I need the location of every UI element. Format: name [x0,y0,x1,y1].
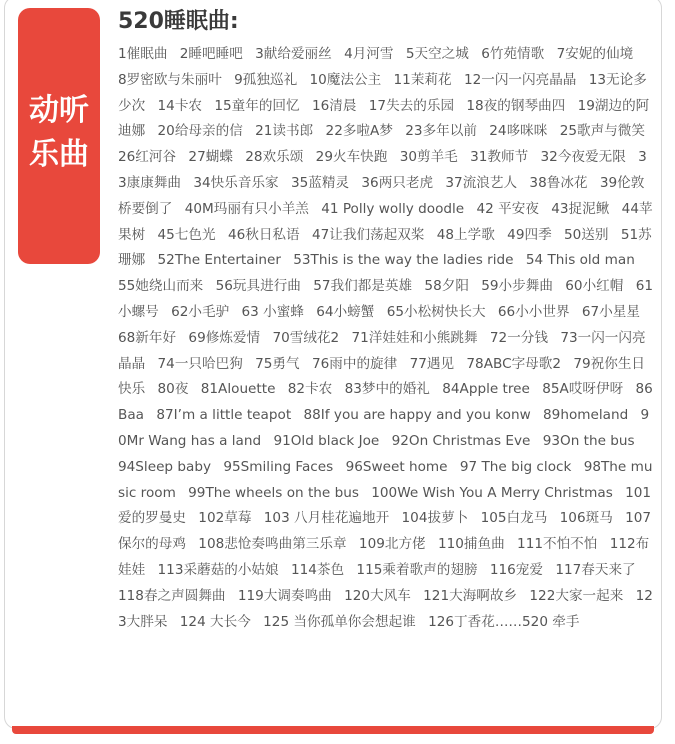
song-item: 109北方佬 [358,536,426,553]
song-item: 35蓝精灵 [290,174,350,191]
song-item: 34快乐音乐家 [193,174,279,191]
song-item: 76雨中的旋律 [311,355,398,372]
song-item: 126丁香花……520 牵手 [428,613,580,630]
song-item: 123大胖呆 [118,587,653,630]
song-item: 104拔萝卜 [401,510,469,527]
song-item: 70雪绒花2 [272,329,340,346]
song-item: 87I’m a little teapot [156,407,292,424]
song-item: 112布娃娃 [118,536,650,578]
song-item: 81Alouette [200,381,276,398]
song-item: 63 小蜜蜂 [241,303,304,320]
song-item: 13无论多少次 [118,71,647,114]
song-item: 77遇见 [409,355,455,372]
song-item: 46秋日私语 [227,226,300,243]
song-item: 85A哎呀伊呀 [542,381,624,398]
song-item: 99The wheels on the bus [188,484,359,501]
song-item: 15童年的回忆 [214,97,300,114]
song-item: 20给母亲的信 [157,123,243,140]
song-item: 114茶色 [290,561,345,578]
song-item: 88If you are happy and you konw [303,407,531,424]
song-item: 17失去的乐园 [368,97,455,114]
song-item: 22多啦A梦 [325,123,393,140]
song-item: 67小星星 [581,303,640,320]
song-item: 51苏珊娜 [118,226,652,269]
song-item: 41 Polly wolly doodle [321,200,465,217]
song-item: 72一分钱 [489,329,548,346]
song-item: 117春天来了 [555,561,636,578]
song-item: 12一闪一闪亮晶晶 [463,71,577,88]
song-item: 82卡农 [287,381,333,398]
song-item: 23多年以前 [405,123,477,140]
song-item: 58夕阳 [424,278,469,295]
song-item: 110捕鱼曲 [437,536,505,553]
song-item: 8罗密欧与朱丽叶 [118,71,222,88]
song-item: 48上学歌 [436,226,495,243]
song-item: 16清晨 [311,97,357,114]
song-item: 60小红帽 [565,278,624,295]
song-item: 36两只老虎 [361,174,434,191]
song-item: 28欢乐颂 [245,149,304,166]
song-item: 55她绕山而来 [118,278,204,295]
song-item: 5天空之城 [405,46,469,62]
song-item: 107保尔的母鸡 [118,510,652,553]
song-item: 69修炼爱情 [188,329,261,346]
song-item: 83梦中的婚礼 [344,381,430,398]
song-item: 38鲁冰花 [529,174,588,191]
song-item: 7安妮的仙境 [556,46,634,62]
song-item: 2睡吧睡吧 [179,46,243,62]
song-item: 32今夜爱无限 [540,149,626,166]
song-item: 120大风车 [344,587,411,604]
song-item: 27蝴蝶 [188,149,233,166]
song-item: 57我们都是英雄 [313,278,413,295]
song-item: 33康康舞曲 [118,149,647,191]
song-item: 101爱的罗曼史 [118,484,652,527]
song-item: 91Old black Joe [273,432,380,449]
song-item: 25歌声与微笑 [559,123,645,140]
song-item: 1催眠曲 [118,46,168,62]
song-item: 80夜 [157,381,189,398]
song-item: 10魔法公主 [309,71,382,88]
song-item: 94Sleep baby [118,458,212,475]
side-tab [18,8,100,264]
song-item: 24哆咪咪 [489,123,548,140]
song-item: 56玩具进行曲 [215,278,301,295]
song-item: 106斑马 [559,510,613,527]
content-panel [118,6,654,635]
song-item: 78ABC字母歌2 [466,355,561,372]
song-item: 108悲怆奏鸣曲第三乐章 [198,536,347,553]
song-item: 59小步舞曲 [481,278,553,295]
song-item: 49四季 [507,226,552,243]
song-item: 125 当你孤单你会想起谁 [263,613,416,630]
song-item: 79祝你生日快乐 [118,355,646,398]
side-tab-label: 动听乐曲 [29,93,89,172]
song-item: 116宠爱 [489,561,543,578]
song-item: 95Smiling Faces [223,458,334,475]
song-item: 68新年好 [118,329,177,346]
song-item: 37流浪艺人 [445,174,518,191]
song-item: 61小螺号 [118,278,653,320]
song-item: 96Sweet home [345,458,448,475]
song-item: 47让我们荡起双桨 [311,226,425,243]
song-item: 105白龙马 [480,510,548,527]
song-item: 26红河谷 [118,149,177,166]
song-item: 74一只哈巴狗 [157,355,243,372]
song-item: 73一闪一闪亮晶晶 [118,329,646,372]
song-item: 45七色光 [157,226,216,243]
song-item: 18夜的钢琴曲四 [466,97,566,114]
song-item: 111不怕不怕 [517,536,598,553]
song-item: 29火车快跑 [315,149,388,166]
song-item: 53This is the way the ladies ride [293,252,514,269]
song-item: 11茉莉花 [393,71,452,88]
song-item: 124 大长今 [179,613,251,630]
song-item: 113采蘑菇的小姑娘 [157,561,279,578]
song-item: 75勇气 [255,355,300,372]
song-item: 19湖边的阿迪娜 [118,97,650,140]
card-bottom-accent [12,726,654,734]
song-item: 103 八月桂花遍地开 [263,510,390,527]
song-item: 39伦敦桥要倒了 [118,174,645,217]
song-item: 121大海啊故乡 [423,587,518,604]
song-item: 21读书郎 [255,123,314,140]
song-item: 44苹果树 [118,200,653,243]
song-item: 71洋娃娃和小熊跳舞 [351,329,478,346]
song-item: 62小毛驴 [171,303,230,320]
song-item: 66小小世界 [497,303,570,320]
song-item: 119大调奏鸣曲 [237,587,332,604]
song-item: 92On Christmas Eve [391,432,531,449]
song-item: 89homeland [543,407,629,424]
song-item: 122大家一起来 [529,587,624,604]
song-item: 93On the bus [542,432,635,449]
song-item: 54 This old man [525,252,635,269]
section-title: 520睡眠曲: [118,9,239,34]
song-item: 40M玛丽有只小羊羔 [184,200,309,217]
song-item: 86Baa [118,381,653,424]
song-item: 42 平安夜 [476,200,539,217]
song-item: 118春之声圆舞曲 [118,587,226,604]
song-item: 3献给爱丽丝 [255,46,332,62]
song-item: 9孤独巡礼 [234,71,298,88]
song-item: 65小松树快长大 [386,303,486,320]
song-item: 30剪羊毛 [399,149,458,166]
song-item: 43捉泥鳅 [551,200,610,217]
song-item: 52The Entertainer [157,252,281,269]
song-item: 90Mr Wang has a land [118,407,650,449]
song-item: 50送别 [564,226,609,243]
song-item: 97 The big clock [459,458,572,475]
song-item: 14卡农 [157,97,203,114]
song-item: 98The music room [118,458,653,501]
song-item: 84Apple tree [442,381,530,398]
song-item: 115乘着歌声的翅膀 [356,561,478,578]
song-item: 64小螃蟹 [316,303,375,320]
song-item: 31教师节 [470,149,529,166]
song-list [118,42,654,635]
song-item: 4月河雪 [344,46,394,62]
song-item: 6竹苑情歌 [481,46,545,62]
song-item: 100We Wish You A Merry Christmas [371,484,613,501]
song-item: 102草莓 [198,510,252,527]
